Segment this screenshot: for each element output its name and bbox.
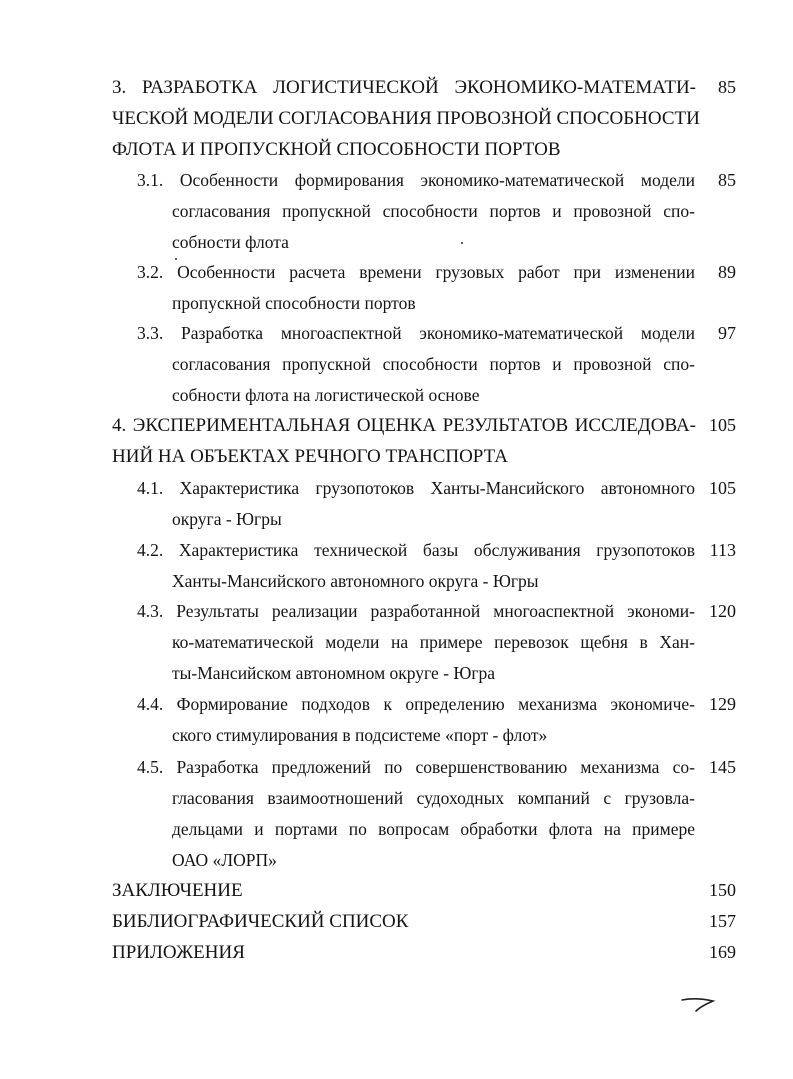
toc-line: 3.3. Разработка многоаспектной экономико-математической модели bbox=[137, 323, 695, 343]
toc-line: ОАО «ЛОРП» bbox=[172, 850, 277, 870]
toc-line: согласования пропускной способности портов и провозной спо- bbox=[172, 201, 695, 221]
toc-line: округа - Югры bbox=[172, 509, 282, 529]
toc-page-number: 105 bbox=[709, 478, 736, 498]
toc-page-number: 145 bbox=[709, 757, 736, 777]
scan-speck bbox=[175, 258, 177, 260]
toc-line: 4.4. Формирование подходов к определению механизма экономиче- bbox=[137, 694, 695, 714]
toc-page-number: 150 bbox=[709, 880, 736, 900]
toc-line: ФЛОТА И ПРОПУСКНОЙ СПОСОБНОСТИ ПОРТОВ bbox=[112, 139, 561, 160]
toc-line: ЧЕСКОЙ МОДЕЛИ СОГЛАСОВАНИЯ ПРОВОЗНОЙ СПОСОБНОСТИ bbox=[112, 108, 700, 129]
toc-page-number: 85 bbox=[718, 77, 736, 97]
toc-line: Ханты-Мансийского автономного округа - Югры bbox=[172, 571, 539, 591]
toc-line: 3.1. Особенности формирования экономико-математической модели bbox=[137, 170, 695, 190]
toc-line: 4.1. Характеристика грузопотоков Ханты-Мансийского автономного bbox=[137, 478, 695, 498]
scan-speck bbox=[461, 242, 463, 244]
toc-line: ты-Мансийском автономном округе - Югра bbox=[172, 663, 496, 683]
toc-line: гласования взаимоотношений судоходных компаний с грузовла- bbox=[172, 788, 695, 808]
toc-page-number: 85 bbox=[718, 170, 736, 190]
toc-line: ского стимулирования в подсистеме «порт - флот» bbox=[172, 725, 548, 745]
toc-page-number: 113 bbox=[709, 540, 736, 560]
toc-line: 3. РАЗРАБОТКА ЛОГИСТИЧЕСКОЙ ЭКОНОМИКО-МАТЕМАТИ- bbox=[112, 77, 696, 98]
toc-page-number: 120 bbox=[709, 601, 736, 621]
toc-line: ко-математической модели на примере перевозок щебня в Хан- bbox=[172, 632, 695, 652]
toc-line: собности флота на логистической основе bbox=[172, 385, 480, 405]
toc-line: собности флота bbox=[172, 232, 289, 252]
toc-line: НИЙ НА ОБЪЕКТАХ РЕЧНОГО ТРАНСПОРТА bbox=[112, 446, 508, 467]
toc-line: 3.2. Особенности расчета времени грузовых работ при изменении bbox=[137, 262, 695, 282]
toc-line: ПРИЛОЖЕНИЯ bbox=[112, 942, 245, 963]
toc-page-number: 97 bbox=[718, 323, 736, 343]
toc-page-number: 157 bbox=[709, 911, 736, 931]
toc-line: 4.2. Характеристика технической базы обслуживания грузопотоков bbox=[137, 540, 695, 560]
toc-page-number: 169 bbox=[709, 942, 736, 962]
toc-line: БИБЛИОГРАФИЧЕСКИЙ СПИСОК bbox=[112, 911, 409, 932]
toc-line: 4.5. Разработка предложений по совершенствованию механизма со- bbox=[137, 757, 695, 777]
toc-line: 4.3. Результаты реализации разработанной многоаспектной экономи- bbox=[137, 601, 695, 621]
toc-line: согласования пропускной способности портов и провозной спо- bbox=[172, 354, 695, 374]
handwritten-mark-icon bbox=[678, 993, 718, 1015]
toc-page-number: 105 bbox=[709, 415, 736, 435]
toc-page-number: 89 bbox=[718, 262, 736, 282]
toc-line: дельцами и портами по вопросам обработки флота на примере bbox=[172, 819, 695, 839]
toc-line: ЗАКЛЮЧЕНИЕ bbox=[112, 880, 243, 901]
toc-page-number: 129 bbox=[709, 694, 736, 714]
toc-line: пропускной способности портов bbox=[172, 293, 416, 313]
toc-line: 4. ЭКСПЕРИМЕНТАЛЬНАЯ ОЦЕНКА РЕЗУЛЬТАТОВ ИССЛЕДОВА- bbox=[112, 415, 696, 436]
